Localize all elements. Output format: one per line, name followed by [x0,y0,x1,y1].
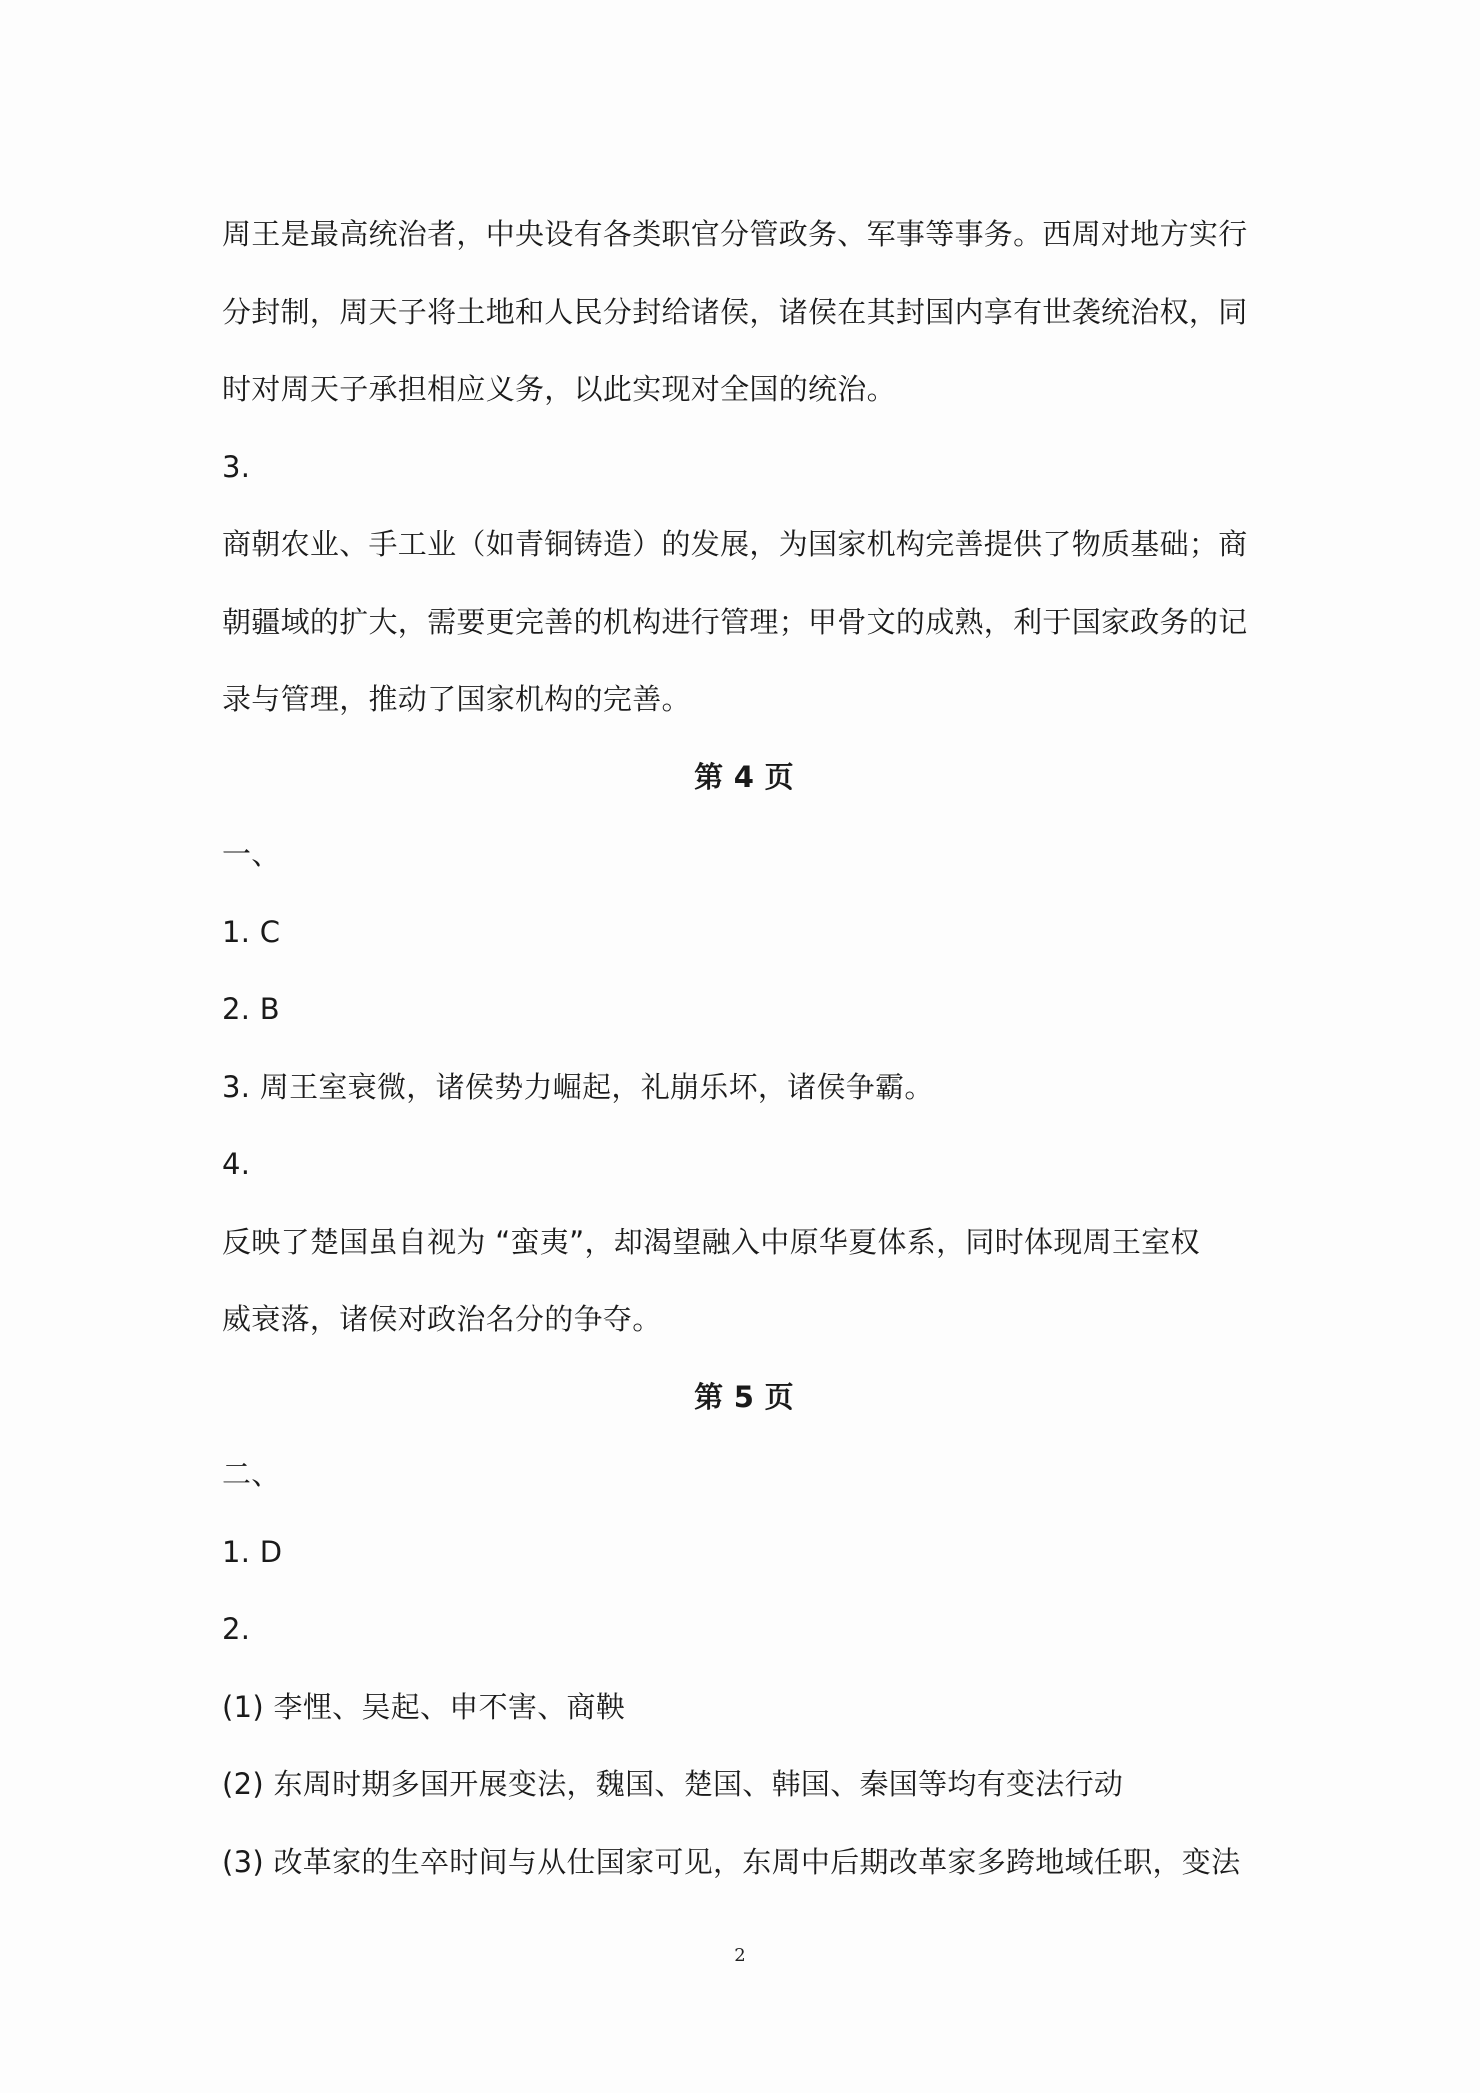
question-number: 3. [222,449,251,484]
sub-answer-line: (2) 东周时期多国开展变法，魏国、楚国、韩国、秦国等均有变法行动 [222,1767,1124,1801]
question-number: 2. [222,1612,251,1646]
answer-line: 3. 周王室衰微，诸侯势力崛起，礼崩乐坏，诸侯争霸。 [222,1069,934,1104]
paragraph-line: 朝疆域的扩大，需要更完善的机构进行管理；甲骨文的成熟，利于国家政务的记 [222,604,1248,639]
paragraph-line: 录与管理，推动了国家机构的完善。 [222,682,691,716]
section-heading-page-5: 第 5 页 [694,1379,794,1414]
sub-answer-line: (1) 李悝、吴起、申不害、商鞅 [222,1689,626,1724]
question-number: 4. [222,1147,251,1181]
section-label: 二、 [222,1457,281,1491]
sub-answer-line: (3) 改革家的生卒时间与从仕国家可见，东周中后期改革家多跨地域任职，变法 [222,1844,1241,1879]
document-body [222,196,1256,1901]
paragraph-line: 周王是最高统治者，中央设有各类职官分管政务、军事等事务。西周对地方实行 [222,217,1248,251]
section-label: 一、 [222,837,281,871]
paragraph-line: 商朝农业、手工业（如青铜铸造）的发展，为国家机构完善提供了物质基础；商 [222,527,1248,561]
section-heading-page-4: 第 4 页 [694,759,794,794]
answer-line: 2. B [222,992,280,1026]
answer-line: 1. D [222,1534,283,1569]
answer-line: 1. C [222,914,281,949]
page-number: 2 [734,1945,746,1966]
paragraph-line: 反映了楚国虽自视为 “蛮夷”，却渴望融入中原华夏体系，同时体现周王室权 [222,1224,1200,1259]
paragraph-line: 威衰落，诸侯对政治名分的争夺。 [222,1302,662,1336]
paragraph-line: 时对周天子承担相应义务，以此实现对全国的统治。 [222,372,896,406]
paragraph-line: 分封制，周天子将土地和人民分封给诸侯，诸侯在其封国内享有世袭统治权，同 [222,294,1248,329]
